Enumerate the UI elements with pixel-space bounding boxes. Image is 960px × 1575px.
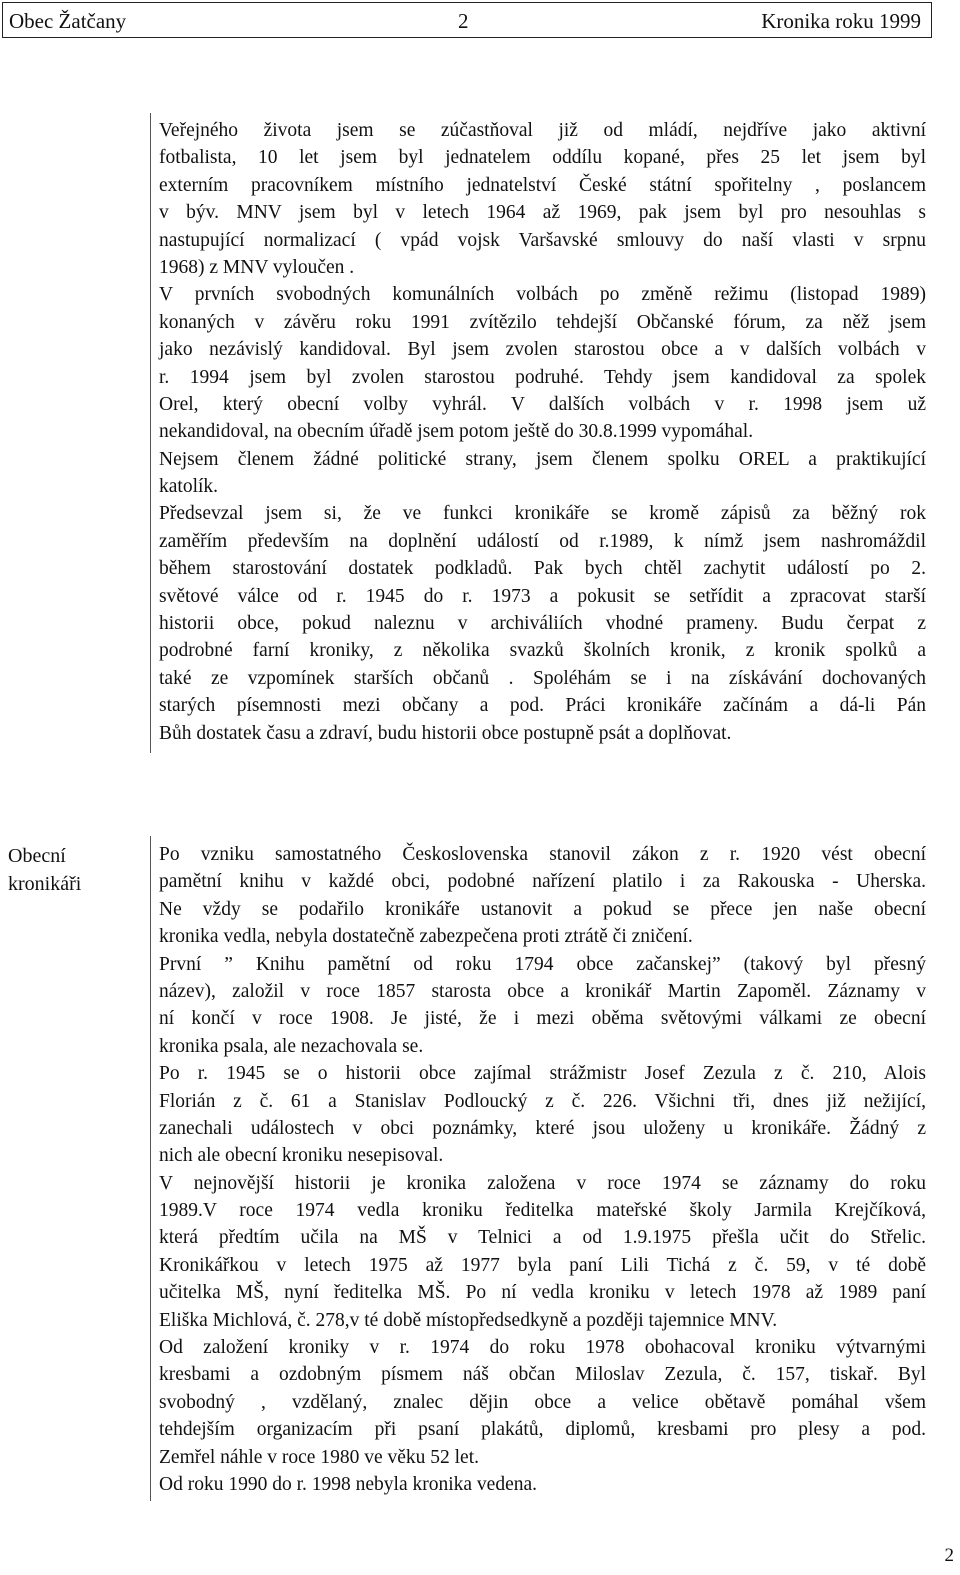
text-line: starých písemnosti mezi občany a pod. Práci kronikáře začínám a dá-li Pán bbox=[159, 695, 926, 717]
section-obecni-kronikari-text bbox=[159, 841, 926, 1498]
section-label-obecni-kronikari bbox=[8, 842, 81, 898]
text-line: kronika psala, ale nezachovala se. bbox=[159, 1035, 424, 1057]
text-line: Ne vždy se podařilo kronikáře ustanovit a pokud se přece jen naše obecní bbox=[159, 898, 926, 920]
text-line: Od založení kroniky v r. 1974 do roku 1978 obohacoval kroniku výtvarnými bbox=[159, 1337, 926, 1359]
section-label-line: Obecní bbox=[8, 845, 66, 867]
text-line: nich ale obecní kroniku nesepisoval. bbox=[159, 1145, 444, 1167]
text-line: 1989.V roce 1974 vedla kroniku ředitelka mateřské školy Jarmila Krejčíková, bbox=[159, 1200, 926, 1222]
section-obecni-kronikari bbox=[150, 836, 926, 1501]
text-line: podrobné farní kroniky, z několika svazků školních kronik, z kronik spolků a bbox=[159, 640, 926, 662]
text-line: První ” Knihu pamětní od roku 1794 obce začanskej” (takový byl přesný bbox=[159, 953, 926, 975]
page-header bbox=[2, 2, 932, 38]
header-municipality: Obec Žatčany bbox=[9, 9, 127, 33]
text-line: která předtím učila na MŠ v Telnici a od 1.9.1975 přešla učit do Střelic. bbox=[159, 1227, 926, 1249]
text-line: externím pracovníkem místního jednatelství České státní spořitelny , poslancem bbox=[159, 174, 926, 196]
text-line: historii obce, pokud naleznu v archiváliích vhodné prameny. Budu čerpat z bbox=[159, 613, 926, 635]
text-line: r. 1994 jsem byl zvolen starostou podruhé. Tehdy jsem kandidoval za spolek bbox=[159, 366, 926, 388]
text-line: fotbalista, 10 let jsem byl jednatelem oddílu kopané, přes 25 let jsem byl bbox=[159, 147, 926, 169]
text-line: tehdejším organizacím při psaní plakátů, diplomů, kresbami pro plesy a pod. bbox=[159, 1419, 926, 1441]
text-line: Po vzniku samostatného Československa stanovil zákon z r. 1920 vést obecní bbox=[159, 844, 926, 865]
text-line: katolík. bbox=[159, 476, 219, 498]
text-line: Od roku 1990 do r. 1998 nebyla kronika vedena. bbox=[159, 1473, 538, 1495]
text-line: 1968) z MNV vyloučen . bbox=[159, 256, 355, 278]
text-line: v býv. MNV jsem byl v letech 1964 až 1969, pak jsem byl pro nesouhlas s bbox=[159, 202, 926, 224]
text-line: nekandidoval, na obecním úřadě jsem potom ještě do 30.8.1999 vypomáhal. bbox=[159, 421, 754, 443]
text-line: zanechali událostech v obci poznámky, které jsou uloženy u kronikáře. Žádný z bbox=[159, 1117, 926, 1139]
text-line: Eliška Michlová, č. 278,v té době místopředsedkyně a později tajemnice MNV. bbox=[159, 1309, 778, 1331]
text-line: Nejsem členem žádné politické strany, jsem členem spolku OREL a praktikující bbox=[159, 448, 926, 470]
text-line: také ze vzpomínek starších občanů . Spoléhám se i na získávání dochovaných bbox=[159, 667, 926, 689]
text-line: Předsevzal jsem si, že ve funkci kronikáře se kromě zápisů za běžný rok bbox=[159, 503, 926, 525]
text-line: ní končí v roce 1908. Je jisté, že i mezi oběma světovými válkami ze obecní bbox=[159, 1008, 926, 1030]
text-line: Zemřel náhle v roce 1980 ve věku 52 let. bbox=[159, 1446, 480, 1468]
text-line: zaměřím především na doplnění událostí od r.1989, k nímž jsem nashromáždil bbox=[159, 530, 926, 552]
text-line: Kronikářkou v letech 1975 až 1977 byla paní Lili Tichá z č. 59, v té době bbox=[159, 1254, 926, 1276]
text-line: Orel, který obecní volby vyhrál. V dalších volbách v r. 1998 jsem už bbox=[159, 393, 926, 415]
section-personal-intro-text bbox=[159, 117, 926, 747]
footer-page-number: 2 bbox=[944, 1545, 954, 1566]
text-line: název), založil v roce 1857 starosta obce a kronikář Martin Zapoměl. Záznamy v bbox=[159, 980, 926, 1002]
header-chronicle-title: Kronika roku 1999 bbox=[761, 9, 921, 33]
text-line: Veřejného života jsem se zúčastňoval již od mládí, nejdříve jako aktivní bbox=[159, 120, 926, 141]
section-personal-intro bbox=[150, 113, 926, 753]
text-line: během starostování dostatek podkladů. Pak bych chtěl zachytit událostí po 2. bbox=[159, 558, 926, 580]
text-line: jako nezávislý kandidoval. Byl jsem zvolen starostou obce a v dalších volbách v bbox=[159, 339, 926, 361]
text-line: konaných v závěru roku 1991 zvítězilo tehdejší Občanské fórum, za něž jsem bbox=[159, 311, 926, 333]
section-label-line: kronikáři bbox=[8, 873, 82, 895]
text-line: učitelka MŠ, nyní ředitelka MŠ. Po ní vedla kroniku v letech 1978 až 1989 paní bbox=[159, 1282, 926, 1304]
text-line: Bůh dostatek času a zdraví, budu historii obce postupně psát a doplňovat. bbox=[159, 722, 732, 744]
text-line: světové válce od r. 1945 do r. 1973 a pokusit se setřídit a zpracovat starší bbox=[159, 585, 926, 607]
text-line: Florián z č. 61 a Stanislav Podloucký z č. 226. Všichni tři, dnes již nežijící, bbox=[159, 1090, 926, 1112]
text-line: kresbami a ozdobným písmem náš občan Miloslav Zezula, č. 157, tiskař. Byl bbox=[159, 1364, 926, 1386]
text-line: kronika vedla, nebyla dostatečně zabezpečena proti ztrátě či zničení. bbox=[159, 926, 693, 948]
text-line: V prvních svobodných komunálních volbách po změně režimu (listopad 1989) bbox=[159, 284, 926, 306]
text-line: pamětní knihu v každé obci, podobné nařízení platilo i za Rakouska - Uherska. bbox=[159, 871, 926, 893]
text-line: Po r. 1945 se o historii obce zajímal strážmistr Josef Zezula z č. 210, Alois bbox=[159, 1063, 926, 1085]
text-line: nastupující normalizací ( vpád vojsk Varšavské smlouvy do naší vlasti v srpnu bbox=[159, 229, 926, 251]
header-page-number: 2 bbox=[458, 9, 469, 33]
text-line: V nejnovější historii je kronika založena v roce 1974 se záznamy do roku bbox=[159, 1172, 926, 1194]
text-line: svobodný , vzdělaný, znalec dějin obce a velice obětavě pomáhal všem bbox=[159, 1391, 926, 1413]
